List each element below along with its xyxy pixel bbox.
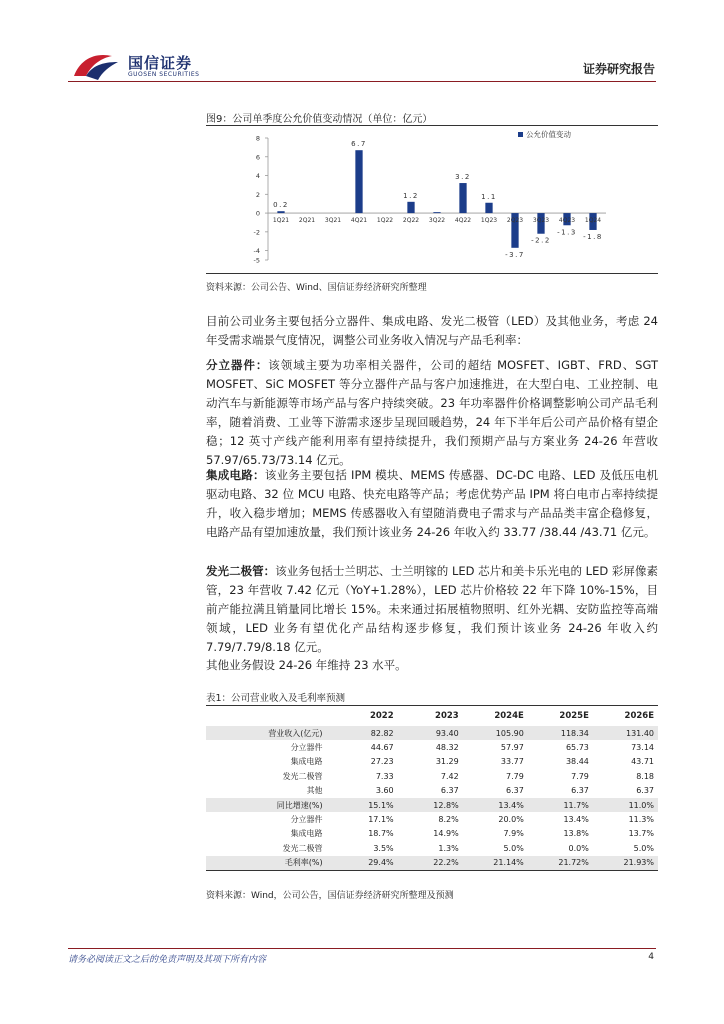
x-tick-label: 4Q21 bbox=[350, 217, 368, 225]
table-cell: 31.29 bbox=[435, 757, 459, 767]
legend-swatch bbox=[518, 132, 523, 137]
table-cell: 33.77 bbox=[500, 757, 524, 767]
table-cell: 6.37 bbox=[440, 786, 459, 796]
table-cell: 48.32 bbox=[435, 743, 459, 753]
x-tick-label: 2Q22 bbox=[402, 217, 420, 225]
table-title: 表1：公司营业收入及毛利率预测 bbox=[206, 693, 346, 704]
table-cell: 13.7% bbox=[628, 829, 654, 839]
table-cell: 1.3% bbox=[438, 843, 459, 853]
data-label: -1.8 bbox=[583, 232, 603, 241]
data-label: 0.2 bbox=[273, 201, 289, 210]
table-row bbox=[206, 740, 658, 754]
table-row bbox=[206, 812, 658, 826]
y-tick-label: 4 bbox=[255, 172, 260, 181]
y-tick-label: 6 bbox=[255, 153, 260, 162]
table-cell: 3.60 bbox=[375, 786, 394, 796]
table-header-cell bbox=[206, 706, 333, 727]
table-row-label: 毛利率(%) bbox=[206, 856, 333, 871]
guosen-logo-icon bbox=[72, 50, 122, 82]
bar-4Q21 bbox=[355, 150, 362, 213]
x-tick-label: 3Q22 bbox=[428, 217, 446, 225]
table-cell: 105.90 bbox=[463, 726, 528, 740]
table-row bbox=[206, 784, 658, 798]
table-row-label: 分立器件 bbox=[290, 815, 323, 825]
figure-bottom-rule bbox=[206, 273, 658, 274]
discrete-body: 该领域主要为功率相关器件，公司的超结 MOSFET、IGBT、FRD、SGT MOSFET、SiC MOSFET 等分立器件产品与客户加速推进，在大型白电、工业控制、电动汽车与新能源等市场产品与客户持续突破。23 年功率器件价格调整影响公司产品毛利率，随着消费、工业等下游需求逐步呈现回暖趋势，24 年下半年后公司产品价格有望企稳；12 英寸产线产能利用率有望持续提升，我们预期产品与方案业务 24-26 年营收 57.97/65.73/73.14 亿元。 bbox=[206, 358, 658, 467]
table-row bbox=[206, 769, 658, 783]
report-type: 证券研究报告 bbox=[582, 62, 655, 76]
table-cell: 21.14% bbox=[463, 856, 528, 871]
header-divider bbox=[68, 81, 656, 82]
data-label: 1.1 bbox=[481, 192, 497, 201]
table-cell: 6.37 bbox=[505, 786, 524, 796]
table-source: 资料来源：Wind，公司公告，国信证券经济研究所整理及预测 bbox=[206, 891, 454, 901]
table-cell: 44.67 bbox=[370, 743, 394, 753]
intro-paragraph: 目前公司业务主要包括分立器件、集成电路、发光二极管（LED）及其他业务，考虑 24 年受需求端景气度情况，调整公司业务收入情况与产品毛利率： bbox=[206, 314, 658, 347]
x-tick-label: 3Q21 bbox=[324, 217, 342, 225]
table-cell: 29.4% bbox=[333, 856, 398, 871]
fair-value-bar-chart bbox=[206, 126, 658, 272]
table-cell: 7.33 bbox=[375, 771, 394, 781]
table-cell: 8.18 bbox=[636, 771, 654, 781]
table-header-cell: 2022 bbox=[333, 706, 398, 727]
table-header-cell: 2025E bbox=[528, 706, 593, 727]
table-cell: 7.79 bbox=[505, 771, 524, 781]
table-cell: 18.7% bbox=[368, 829, 394, 839]
led-heading: 发光二极管： bbox=[206, 564, 276, 578]
x-tick-label: 2Q23 bbox=[506, 217, 524, 225]
data-label: 1.2 bbox=[403, 191, 419, 200]
table-row-label: 同比增速(%) bbox=[206, 798, 333, 812]
ic-body: 该业务主要包括 IPM 模块、MEMS 传感器、DC-DC 电路、LED 及低压电机驱动电路、32 位 MCU 电路、快充电路等产品；考虑优势产品 IPM 将白电市占率持续提升，收入稳步增加；MEMS 传感器收入有望随消费电子需求与产品品类丰富企稳修复，电路产品有望加速放量，我们预计该业务 24-26 年收入约 33.77 /38.44 /43.71 亿元。 bbox=[206, 468, 658, 539]
table-cell: 21.93% bbox=[593, 856, 658, 871]
table-row-label: 发光二极管 bbox=[282, 771, 323, 781]
table-row-label: 其他 bbox=[306, 786, 323, 796]
table-cell: 17.1% bbox=[368, 815, 394, 825]
table-cell: 12.8% bbox=[398, 798, 463, 812]
data-label: -2.2 bbox=[531, 236, 551, 245]
bar-2Q22 bbox=[407, 202, 414, 213]
table-cell: 5.0% bbox=[633, 843, 654, 853]
figure-source: 资料来源：公司公告、Wind、国信证券经济研究所整理 bbox=[206, 283, 427, 293]
y-tick-label: 0 bbox=[255, 209, 260, 218]
table-cell: 15.1% bbox=[333, 798, 398, 812]
data-label: 6.7 bbox=[351, 140, 367, 149]
led-paragraph bbox=[206, 562, 658, 657]
discrete-paragraph bbox=[206, 356, 658, 470]
table-cell: 7.79 bbox=[571, 771, 589, 781]
table-cell: 11.7% bbox=[528, 798, 593, 812]
bar-1Q23 bbox=[485, 203, 492, 213]
legend-label: 公允价值变动 bbox=[526, 130, 571, 139]
bar-3Q22 bbox=[433, 212, 440, 213]
x-tick-label: 3Q23 bbox=[532, 217, 550, 225]
table-row-label: 分立器件 bbox=[290, 743, 323, 753]
page-number: 4 bbox=[648, 952, 654, 962]
table-header-cell: 2023 bbox=[398, 706, 463, 727]
x-tick-label: 1Q22 bbox=[376, 217, 394, 225]
table-row-label: 营业收入(亿元) bbox=[206, 726, 333, 740]
table-cell: 8.2% bbox=[438, 815, 459, 825]
table-row-label: 发光二极管 bbox=[282, 843, 323, 853]
table-cell: 131.40 bbox=[593, 726, 658, 740]
table-row bbox=[206, 726, 658, 740]
ic-paragraph bbox=[206, 466, 658, 542]
bar-1Q21 bbox=[277, 211, 284, 213]
table-row-label: 集成电路 bbox=[290, 757, 323, 767]
table-cell: 0.0% bbox=[568, 843, 589, 853]
led-body: 该业务包括士兰明芯、士兰明镓的 LED 芯片和美卡乐光电的 LED 彩屏像素管，23 年营收 7.42 亿元（YoY+1.28%），LED 芯片价格较 22 年下降 10%-15%，目前产能拉满且销量同比增长 15%。未来通过拓展植物照明、红外光耦、安防监控等高端领域，LED 业务有望优化产品结构逐步修复，我们预计该业务 24-26 年收入约 7.79/7.79/8.18 亿元。 bbox=[206, 564, 658, 654]
ic-heading: 集成电路： bbox=[206, 468, 265, 482]
table-cell: 13.8% bbox=[563, 829, 589, 839]
y-tick-label: 8 bbox=[255, 134, 260, 143]
table-header-cell: 2024E bbox=[463, 706, 528, 727]
page-header bbox=[0, 0, 724, 90]
table-cell: 118.34 bbox=[528, 726, 593, 740]
bar-4Q22 bbox=[459, 183, 466, 213]
table-cell: 11.0% bbox=[593, 798, 658, 812]
table-cell: 13.4% bbox=[463, 798, 528, 812]
x-tick-label: 2Q21 bbox=[298, 217, 316, 225]
data-label: -1.3 bbox=[557, 228, 577, 237]
table-row bbox=[206, 856, 658, 871]
table-row bbox=[206, 755, 658, 769]
table-cell: 22.2% bbox=[398, 856, 463, 871]
table-cell: 65.73 bbox=[565, 743, 589, 753]
brand-name-en: GUOSEN SECURITIES bbox=[128, 71, 200, 78]
x-tick-label: 4Q23 bbox=[558, 217, 576, 225]
table-cell: 43.71 bbox=[631, 757, 654, 767]
y-tick-label: -2 bbox=[253, 228, 260, 237]
data-label: 3.2 bbox=[455, 173, 471, 182]
table-cell: 6.37 bbox=[636, 786, 654, 796]
table-cell: 7.9% bbox=[503, 829, 524, 839]
table-row bbox=[206, 798, 658, 812]
data-label: -3.7 bbox=[505, 250, 525, 259]
table-cell: 6.37 bbox=[571, 786, 589, 796]
table-cell: 73.14 bbox=[631, 743, 654, 753]
table-cell: 21.72% bbox=[528, 856, 593, 871]
table-cell: 13.4% bbox=[563, 815, 589, 825]
x-tick-label: 1Q23 bbox=[480, 217, 498, 225]
discrete-heading: 分立器件： bbox=[206, 358, 269, 372]
table-cell: 20.0% bbox=[498, 815, 524, 825]
x-tick-label: 1Q21 bbox=[272, 217, 290, 225]
table-cell: 93.40 bbox=[398, 726, 463, 740]
footer-divider bbox=[68, 948, 656, 949]
y-tick-label: -5 bbox=[253, 256, 260, 265]
table-cell: 11.3% bbox=[628, 815, 654, 825]
table-row bbox=[206, 827, 658, 841]
footer-disclaimer: 请务必阅读正文之后的免责声明及其项下所有内容 bbox=[68, 955, 267, 965]
table-cell: 57.97 bbox=[500, 743, 524, 753]
table-header-row bbox=[206, 706, 658, 727]
table-cell: 3.5% bbox=[373, 843, 394, 853]
table-row bbox=[206, 841, 658, 855]
table-header-cell: 2026E bbox=[593, 706, 658, 727]
brand-name-cn: 国信证券 bbox=[128, 54, 193, 72]
y-tick-label: -4 bbox=[253, 247, 260, 256]
x-tick-label: 4Q22 bbox=[454, 217, 472, 225]
table-cell: 7.42 bbox=[440, 771, 459, 781]
revenue-margin-table bbox=[206, 705, 658, 871]
table-cell: 38.44 bbox=[565, 757, 589, 767]
table-cell: 14.9% bbox=[433, 829, 459, 839]
table-cell: 27.23 bbox=[370, 757, 394, 767]
table-row-label: 集成电路 bbox=[290, 829, 323, 839]
table-cell: 5.0% bbox=[503, 843, 524, 853]
x-tick-label: 1Q24 bbox=[584, 217, 602, 225]
table-cell: 82.82 bbox=[333, 726, 398, 740]
y-tick-label: 2 bbox=[255, 190, 260, 199]
other-paragraph: 其他业务假设 24-26 年维持 23 水平。 bbox=[206, 658, 407, 672]
figure-title: 图9：公司单季度公允价值变动情况（单位：亿元） bbox=[206, 114, 433, 125]
